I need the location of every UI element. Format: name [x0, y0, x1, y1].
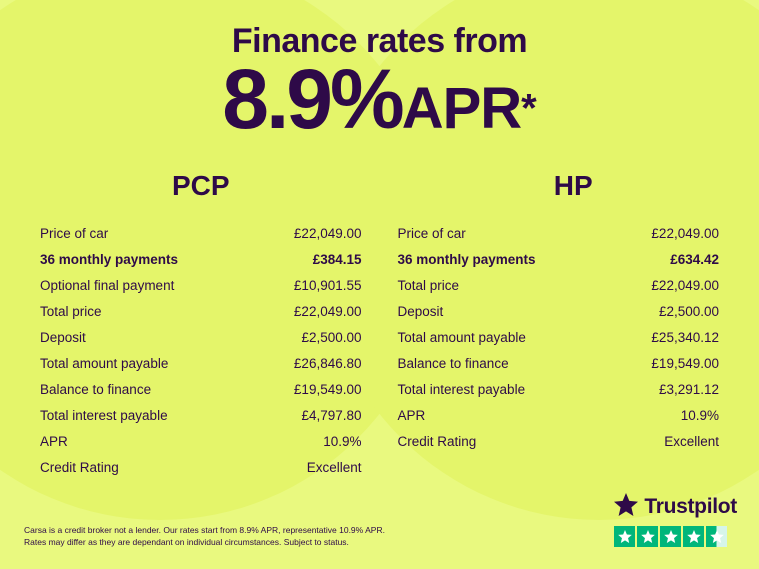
apr-rate-value: 8.9%: [222, 52, 402, 146]
row-label: 36 monthly payments: [40, 251, 179, 267]
row-label: Deposit: [40, 329, 86, 345]
disclaimer-line-1: Carsa is a credit broker not a lender. Our rates start from 8.9% APR, representative 10.9% APR.: [24, 524, 385, 535]
row-label: Total interest payable: [397, 381, 526, 397]
star-icon: [683, 526, 704, 547]
row-label: Balance to finance: [397, 355, 509, 371]
row-value: £3,291.12: [658, 381, 719, 397]
table-row: [40, 324, 362, 350]
table-row: [398, 298, 720, 324]
row-value: £10,901.55: [293, 277, 362, 293]
table-row: [398, 428, 720, 454]
table-row: [40, 220, 362, 246]
row-value: £22,049.00: [651, 277, 719, 293]
row-value: 10.9%: [323, 433, 362, 449]
row-label: Credit Rating: [397, 433, 477, 449]
table-row: [398, 246, 720, 272]
table-row: [40, 454, 362, 480]
apr-headline: [0, 52, 759, 146]
table-row: [40, 272, 362, 298]
row-value: £384.15: [312, 251, 362, 267]
table-row: [398, 350, 720, 376]
row-value: £19,549.00: [293, 381, 362, 397]
row-label: Total amount payable: [397, 329, 526, 345]
table-row: [398, 376, 720, 402]
apr-asterisk: *: [521, 86, 537, 131]
page-title: Finance rates from: [231, 22, 528, 60]
disclaimer-line-2: Rates may differ as they are dependant on individual circumstances. Subject to status.: [24, 537, 349, 548]
row-label: Total interest payable: [40, 407, 168, 423]
star-icon: [637, 526, 658, 547]
row-value: £22,049.00: [293, 225, 362, 241]
table-row: [398, 272, 720, 298]
row-label: Deposit: [397, 303, 444, 319]
hp-column: [380, 170, 738, 480]
table-row: [398, 402, 720, 428]
row-value: 10.9%: [680, 407, 719, 423]
table-row: [40, 376, 362, 402]
table-row: [398, 324, 720, 350]
row-label: Total amount payable: [40, 355, 169, 371]
row-value: £25,340.12: [651, 329, 719, 345]
table-row: [40, 298, 362, 324]
row-value: Excellent: [664, 433, 719, 449]
row-value: £22,049.00: [293, 303, 362, 319]
hp-column-title: HP: [553, 170, 593, 201]
row-label: 36 monthly payments: [397, 251, 536, 267]
apr-label: APR: [401, 76, 522, 141]
star-half-icon: [706, 526, 727, 547]
row-label: Total price: [40, 303, 102, 319]
row-value: £634.42: [670, 251, 719, 267]
row-label: Optional final payment: [40, 277, 175, 293]
disclaimer-text: [24, 524, 385, 550]
row-label: Total price: [397, 277, 460, 293]
finance-comparison-columns: [0, 170, 759, 480]
row-value: £26,846.80: [293, 355, 362, 371]
table-row: [40, 246, 362, 272]
star-icon: [614, 526, 635, 547]
trustpilot-header: [614, 493, 737, 521]
row-label: Credit Rating: [40, 459, 119, 475]
row-label: APR: [397, 407, 426, 423]
row-value: £4,797.80: [301, 407, 362, 423]
pcp-column-title: PCP: [171, 170, 230, 201]
trustpilot-stars: [614, 526, 737, 547]
row-value: £2,500.00: [658, 303, 719, 319]
trustpilot-label: Trustpilot: [644, 495, 737, 518]
table-row: [40, 402, 362, 428]
row-label: Balance to finance: [40, 381, 152, 397]
pcp-column: [22, 170, 380, 480]
row-label: Price of car: [397, 225, 466, 241]
trustpilot-star-icon: [614, 493, 638, 521]
row-value: Excellent: [306, 459, 362, 475]
trustpilot-rating: [614, 493, 737, 547]
row-label: APR: [40, 433, 68, 449]
table-row: [398, 220, 720, 246]
star-icon: [660, 526, 681, 547]
row-value: £19,549.00: [651, 355, 719, 371]
row-label: Price of car: [40, 225, 109, 241]
row-value: £22,049.00: [651, 225, 719, 241]
table-row: [40, 428, 362, 454]
row-value: £2,500.00: [301, 329, 362, 345]
table-row: [40, 350, 362, 376]
